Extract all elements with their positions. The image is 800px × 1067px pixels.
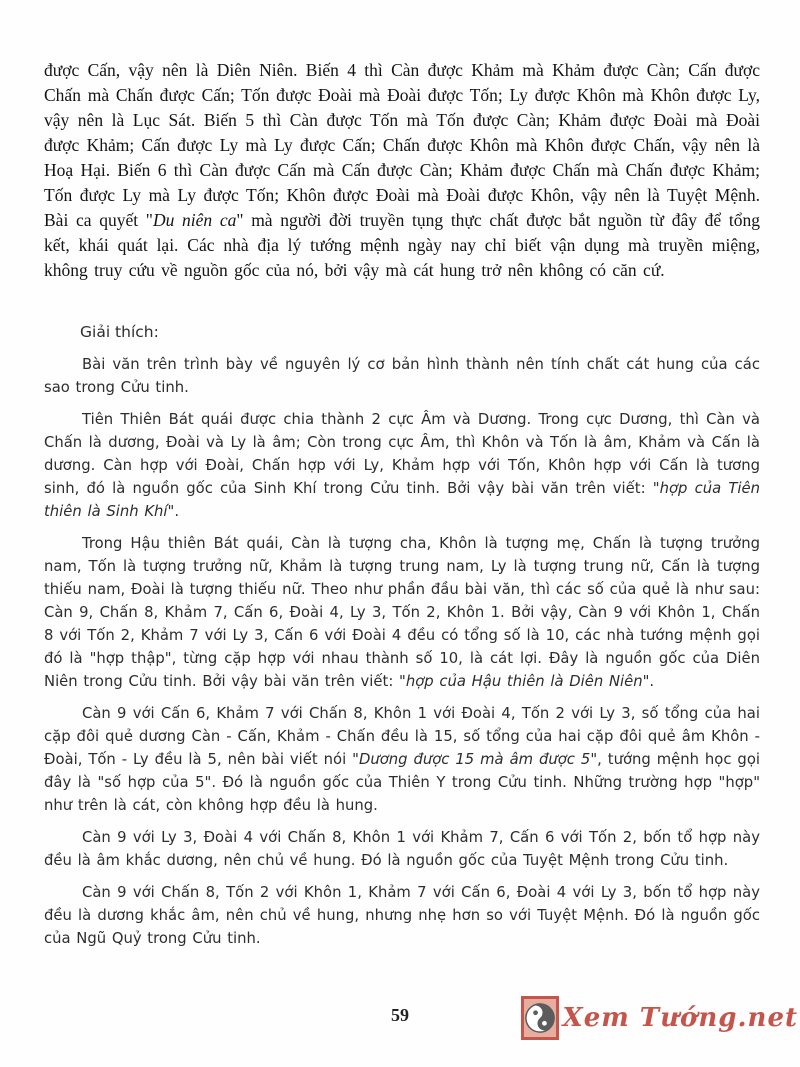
explanation-paragraph-2 bbox=[44, 408, 760, 523]
paragraph-4-post: ", tướng mệnh học gọi đây là "số hợp của 5". Đó là nguồn gốc của Thiên Y trong Cửu tinh. Những trường hợp "hợp" như trên là cát, còn không hợp đều là hung. bbox=[44, 751, 760, 814]
explanation-paragraph-4 bbox=[44, 702, 760, 817]
paragraph-3-post: ". bbox=[642, 673, 655, 690]
paragraph-2-italic: hợp của Tiên thiên là Sinh Khí bbox=[44, 480, 760, 520]
intro-paragraph bbox=[44, 58, 760, 283]
watermark-text: Xem Tướng.net bbox=[562, 1003, 798, 1033]
paragraph-2-pre: Tiên Thiên Bát quái được chia thành 2 cực Âm và Dương. Trong cực Dương, thì Càn và Chấn là dương, Đoài và Ly là âm; Còn trong cực Âm, thì Khôn và Tốn là âm, Khảm và Cấn là dương. Càn hợp với Đoài, Chấn hợp với Ly, Khảm hợp với Tốn, Khôn hợp với Cấn là tương sinh, đó là nguồn gốc của Sinh Khí trong Cửu tinh. Bởi vậy bài văn trên viết: " bbox=[44, 411, 760, 497]
explanation-paragraph-5: Càn 9 với Ly 3, Đoài 4 với Chấn 8, Khôn 1 với Khảm 7, Cấn 6 với Tốn 2, bốn tổ hợp này đều là âm khắc dương, nên chủ về hung. Đó là nguồn gốc của Tuyệt Mệnh trong Cửu tinh. bbox=[44, 829, 760, 869]
explanation-paragraph-3 bbox=[44, 532, 760, 693]
page-number: 59 bbox=[391, 1005, 409, 1025]
intro-text-pre: được Cấn, vậy nên là Diên Niên. Biến 4 thì Càn được Khảm mà Khảm được Càn; Cấn được Chấn mà Chấn được Cấn; Tốn được Đoài mà Đoài được Tốn; Ly được Khôn mà Khôn được Ly, vậy nên là Lục Sát. Biến 5 thì Càn được Tốn mà Tốn được Càn; Khảm được Đoài mà Đoài được Khảm; Cấn được Ly mà Ly được Cấn; Chấn được Khôn mà Khôn được Chấn, vậy nên là Hoạ Hại. Biến 6 thì Càn được Cấn mà Cấn được Càn; Khảm được Chấn mà Chấn được Khảm; Tốn được Ly mà Ly được Tốn; Khôn được Đoài mà Đoài được Khôn, vậy nên là Tuyệt Mệnh. Bài ca quyết " bbox=[44, 60, 760, 230]
paragraph-4-pre: Càn 9 với Cấn 6, Khảm 7 với Chấn 8, Khôn 1 với Đoài 4, Tốn 2 với Ly 3, số tổng của hai cặp đôi quẻ dương Càn - Cấn, Khảm - Chấn đều là 15, số tổng của hai cặp đôi quẻ âm Khôn - Đoài, Tốn - Ly đều là 5, nên bài viết nói " bbox=[44, 705, 760, 768]
paragraph-3-pre: Trong Hậu thiên Bát quái, Càn là tượng cha, Khôn là tượng mẹ, Chấn là tượng trưởng nam, Tốn là tượng trưởng nữ, Khảm là tượng trung nam, Ly là tượng trung nữ, Cấn là tượng thiếu nam, Đoài là tượng thiếu nữ. Theo như phần đầu bài văn, thì các số của quẻ là như sau: Càn 9, Chấn 8, Khảm 7, Cấn 6, Đoài 4, Ly 3, Tốn 2, Khôn 1. Bởi vậy, Càn 9 với Khôn 1, Chấn 8 với Tốn 2, Khảm 7 với Ly 3, Cấn 6 với Đoài 4 đều có tổng số là 10, các nhà tướng mệnh gọi đó là "hợp thập", từng cặp hợp với nhau thành số 10, là cát lợi. Đây là nguồn gốc của Diên Niên trong Cửu tinh. Bởi vậy bài văn trên viết: " bbox=[44, 535, 760, 690]
explanation-paragraph-1: Bài văn trên trình bày về nguyên lý cơ bản hình thành nên tính chất cát hung của các sao trong Cửu tinh. bbox=[44, 356, 760, 396]
intro-text-italic: Du niên ca bbox=[152, 210, 237, 230]
explanation-heading: Giải thích: bbox=[80, 323, 159, 341]
page-content bbox=[44, 58, 760, 959]
paragraph-4-italic: Dương được 15 mà âm được 5 bbox=[358, 751, 591, 768]
paragraph-3-italic: hợp của Hậu thiên là Diên Niên bbox=[405, 673, 643, 690]
yin-yang-icon bbox=[521, 996, 559, 1040]
explanation-paragraph-6: Càn 9 với Chấn 8, Tốn 2 với Khôn 1, Khảm 7 với Cấn 6, Đoài 4 với Ly 3, bốn tổ hợp này đều là dương khắc âm, nên chủ về hung, nhưng nhẹ hơn so với Tuyệt Mệnh. Đó là nguồn gốc của Ngũ Quỷ trong Cửu tinh. bbox=[44, 884, 760, 947]
explanation-section bbox=[44, 323, 760, 950]
intro-text-post: " mà người đời truyền tụng thực chất được bắt nguồn từ đây để tổng kết, khái quát lại. Các nhà địa lý tướng mệnh ngày nay chỉ biết vận dụng mà truyền miệng, không truy cứu về nguồn gốc của nó, bởi vậy mà cát hung trở nên không có căn cứ. bbox=[44, 210, 760, 280]
watermark bbox=[521, 996, 798, 1040]
paragraph-2-post: ". bbox=[167, 503, 180, 520]
